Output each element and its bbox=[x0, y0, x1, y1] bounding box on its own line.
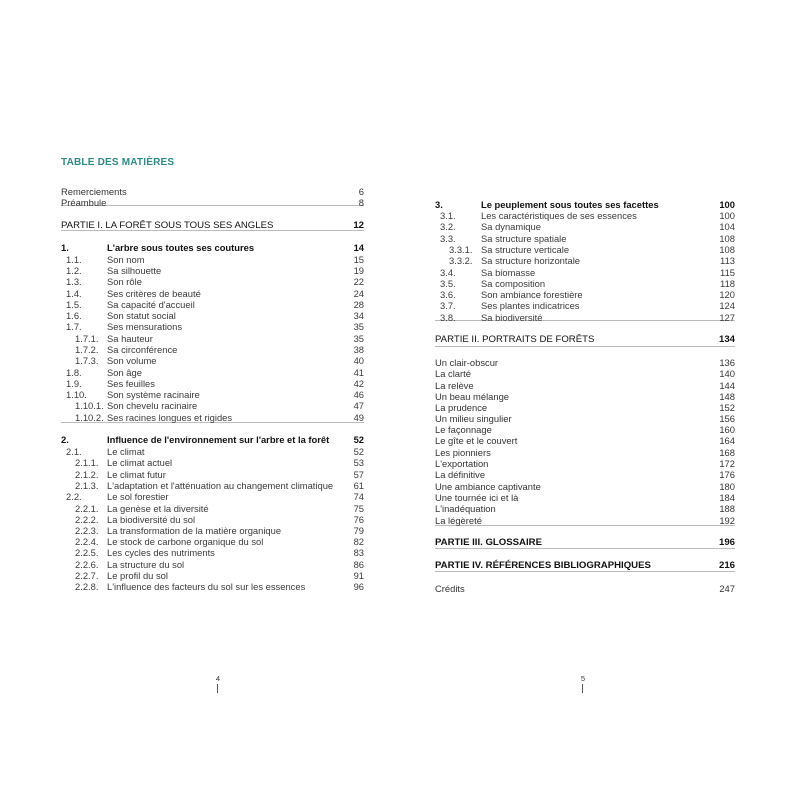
toc-entry-title: Sa composition bbox=[481, 278, 546, 289]
toc-entry-number: 3.7. bbox=[440, 300, 456, 311]
toc-entry-title: Les pionniers bbox=[435, 447, 491, 458]
toc-entry-page: 156 bbox=[719, 413, 735, 424]
toc-entry-number: 2.1.1. bbox=[75, 457, 99, 468]
toc-entry-page: 164 bbox=[719, 435, 735, 446]
left-folio-tick bbox=[217, 684, 218, 693]
toc-entry-page: 108 bbox=[719, 233, 735, 244]
toc-entry-title: Le climat bbox=[107, 446, 145, 457]
toc-entry-number: 1.1. bbox=[66, 254, 82, 265]
toc-entry-number: 1.4. bbox=[66, 288, 82, 299]
toc-entry-number: 3.3. bbox=[440, 233, 456, 244]
right-divider bbox=[435, 346, 735, 347]
toc-entry-page: 192 bbox=[719, 515, 735, 526]
toc-entry-page: 180 bbox=[719, 481, 735, 492]
toc-entry-page: 176 bbox=[719, 469, 735, 480]
toc-entry-number: 2.2.5. bbox=[75, 547, 99, 558]
toc-entry-page: 120 bbox=[719, 289, 735, 300]
toc-entry-number: 1.9. bbox=[66, 378, 82, 389]
toc-entry bbox=[61, 276, 364, 288]
toc-entry bbox=[435, 515, 735, 527]
toc-entry-number: 1.2. bbox=[66, 265, 82, 276]
toc-entry-title: L'adaptation et l'atténuation au changement climatique bbox=[107, 480, 334, 491]
toc-entry-title: Sa circonférence bbox=[107, 344, 178, 355]
toc-entry bbox=[61, 491, 364, 503]
toc-entry-number: 3. bbox=[435, 199, 443, 210]
toc-entry-page: 168 bbox=[719, 447, 735, 458]
toc-entry-number: 3.3.2. bbox=[449, 255, 473, 266]
toc-entry-number: 1.8. bbox=[66, 367, 82, 378]
toc-entry-page: 15 bbox=[353, 254, 364, 265]
toc-entry-title: Le peuplement sous toutes ses facettes bbox=[481, 199, 659, 210]
toc-entry-number: 2.1. bbox=[66, 446, 82, 457]
toc-entry-title: Le façonnage bbox=[435, 424, 492, 435]
toc-entry-title: Une tournée ici et là bbox=[435, 492, 519, 503]
toc-entry-number: 2.1.3. bbox=[75, 480, 99, 491]
toc-entry bbox=[61, 412, 364, 424]
toc-entry-number: 3.2. bbox=[440, 221, 456, 232]
toc-entry-number: 2.2. bbox=[66, 491, 82, 502]
toc-entry bbox=[61, 242, 364, 254]
toc-entry-title: L'exportation bbox=[435, 458, 489, 469]
toc-entry-title: PARTIE II. PORTRAITS DE FORÊTS bbox=[435, 334, 595, 345]
toc-entry-page: 19 bbox=[353, 265, 364, 276]
toc-entry-number: 2.2.1. bbox=[75, 503, 99, 514]
toc-entry-page: 100 bbox=[719, 210, 735, 221]
toc-entry-page: 104 bbox=[719, 221, 735, 232]
toc-entry-title: La prudence bbox=[435, 402, 488, 413]
toc-entry-page: 34 bbox=[353, 310, 364, 321]
toc-entry-title: Le climat actuel bbox=[107, 457, 173, 468]
toc-entry bbox=[435, 435, 735, 447]
toc-entry bbox=[435, 469, 735, 481]
toc-entry bbox=[61, 321, 364, 333]
toc-entry-page: 118 bbox=[720, 278, 735, 289]
toc-entry-title: Les caractéristiques de ses essences bbox=[481, 210, 637, 221]
toc-entry-number: 2.2.3. bbox=[75, 525, 99, 536]
toc-entry-number: 1. bbox=[61, 242, 69, 253]
toc-entry-title: Sa capacité d'accueil bbox=[107, 299, 195, 310]
toc-entry-number: 3.4. bbox=[440, 267, 456, 278]
toc-entry-title: Crédits bbox=[435, 583, 465, 594]
right-page bbox=[400, 0, 800, 800]
toc-entry-page: 91 bbox=[353, 570, 364, 581]
toc-entry-page: 75 bbox=[353, 503, 364, 514]
toc-entry-title: L'inadéquation bbox=[435, 503, 496, 514]
toc-entry-page: 14 bbox=[353, 242, 364, 253]
toc-entry bbox=[435, 334, 735, 346]
toc-entry-page: 35 bbox=[353, 333, 364, 344]
toc-entry-title: La clarté bbox=[435, 368, 471, 379]
toc-entry-title: Ses feuilles bbox=[107, 378, 155, 389]
toc-entry bbox=[435, 255, 735, 267]
toc-entry-title: Son nom bbox=[107, 254, 145, 265]
toc-entry-title: Un clair-obscur bbox=[435, 357, 499, 368]
toc-entry-title: Sa structure horizontale bbox=[481, 255, 581, 266]
toc-entry-page: 124 bbox=[719, 300, 735, 311]
toc-entry-number: 3.6. bbox=[440, 289, 456, 300]
toc-entry-title: Préambule bbox=[61, 197, 107, 208]
toc-entry bbox=[61, 434, 364, 446]
toc-entry-number: 1.5. bbox=[66, 299, 82, 310]
toc-entry-title: La relève bbox=[435, 380, 474, 391]
toc-entry-title: La définitive bbox=[435, 469, 486, 480]
toc-entry-page: 108 bbox=[719, 244, 735, 255]
toc-entry-number: 1.7.2. bbox=[75, 344, 99, 355]
toc-entry-title: PARTIE IV. RÉFÉRENCES BIBLIOGRAPHIQUES bbox=[435, 560, 651, 571]
toc-entry-number: 1.6. bbox=[66, 310, 82, 321]
toc-entry-number: 2. bbox=[61, 434, 69, 445]
toc-entry-title: Son âge bbox=[107, 367, 142, 378]
toc-entry-page: 28 bbox=[353, 299, 364, 310]
toc-entry-page: 247 bbox=[719, 583, 735, 594]
toc-entry-page: 115 bbox=[720, 267, 735, 278]
toc-entry-title: Son chevelu racinaire bbox=[107, 400, 198, 411]
toc-entry bbox=[61, 355, 364, 367]
toc-entry-page: 22 bbox=[353, 276, 364, 287]
toc-entry-page: 140 bbox=[719, 368, 735, 379]
toc-entry-page: 41 bbox=[353, 367, 364, 378]
toc-entry bbox=[435, 312, 735, 324]
toc-entry-number: 2.2.2. bbox=[75, 514, 99, 525]
toc-entry-number: 3.3.1. bbox=[449, 244, 473, 255]
toc-entry bbox=[435, 300, 735, 312]
toc-entry-title: Son ambiance forestière bbox=[481, 289, 583, 300]
toc-entry-title: Remerciements bbox=[61, 186, 127, 197]
toc-entry-title: Sa dynamique bbox=[481, 221, 541, 232]
toc-entry bbox=[435, 560, 735, 572]
toc-entry bbox=[61, 220, 364, 232]
toc-entry-number: 2.2.7. bbox=[75, 570, 99, 581]
toc-entry-page: 52 bbox=[353, 434, 364, 445]
toc-entry-page: 79 bbox=[353, 525, 364, 536]
toc-entry-page: 76 bbox=[353, 514, 364, 525]
toc-entry-page: 100 bbox=[719, 199, 735, 210]
toc-entry-title: La genèse et la diversité bbox=[107, 503, 209, 514]
toc-entry-title: Un beau mélange bbox=[435, 391, 510, 402]
toc-entry bbox=[435, 537, 735, 549]
toc-entry-page: 134 bbox=[718, 334, 735, 345]
toc-entry-page: 49 bbox=[353, 412, 364, 423]
toc-entry-page: 148 bbox=[719, 391, 735, 402]
toc-entry-title: Son statut social bbox=[107, 310, 176, 321]
toc-entry-title: Ses plantes indicatrices bbox=[481, 300, 580, 311]
toc-title: TABLE DES MATIÈRES bbox=[61, 157, 175, 168]
toc-entry-page: 35 bbox=[353, 321, 364, 332]
toc-entry-title: Influence de l'environnement sur l'arbre et la forêt bbox=[107, 434, 330, 445]
toc-entry-number: 1.3. bbox=[66, 276, 82, 287]
toc-entry bbox=[435, 368, 735, 380]
toc-entry bbox=[61, 457, 364, 469]
toc-entry-title: La transformation de la matière organique bbox=[107, 525, 282, 536]
toc-entry-page: 152 bbox=[719, 402, 735, 413]
toc-entry-number: 1.7.1. bbox=[75, 333, 99, 344]
toc-entry-page: 136 bbox=[719, 357, 735, 368]
toc-entry bbox=[435, 221, 735, 233]
toc-entry-title: L'influence des facteurs du sol sur les essences bbox=[107, 581, 306, 592]
right-folio-tick bbox=[582, 684, 583, 693]
toc-entry-page: 46 bbox=[353, 389, 364, 400]
toc-entry-number: 2.1.2. bbox=[75, 469, 99, 480]
toc-entry-page: 40 bbox=[353, 355, 364, 366]
left-page-number: 4 bbox=[215, 674, 221, 683]
toc-entry bbox=[61, 547, 364, 559]
toc-entry-title: Le climat futur bbox=[107, 469, 166, 480]
toc-entry-page: 113 bbox=[720, 255, 735, 266]
toc-entry-number: 1.7.3. bbox=[75, 355, 99, 366]
toc-entry-title: Le sol forestier bbox=[107, 491, 169, 502]
toc-entry-page: 38 bbox=[353, 344, 364, 355]
toc-entry bbox=[61, 581, 364, 593]
toc-entry-page: 172 bbox=[719, 458, 735, 469]
toc-entry-page: 83 bbox=[353, 547, 364, 558]
toc-entry-number: 1.10. bbox=[66, 389, 87, 400]
toc-entry-page: 52 bbox=[353, 446, 364, 457]
right-page-number: 5 bbox=[580, 674, 586, 683]
toc-entry-page: 188 bbox=[719, 503, 735, 514]
toc-entry-number: 2.2.6. bbox=[75, 559, 99, 570]
toc-entry-title: La structure du sol bbox=[107, 559, 185, 570]
toc-entry-title: La légèreté bbox=[435, 515, 482, 526]
toc-entry-title: Son système racinaire bbox=[107, 389, 200, 400]
toc-entry-page: 86 bbox=[353, 559, 364, 570]
toc-entry bbox=[435, 583, 735, 595]
toc-entry-page: 96 bbox=[353, 581, 364, 592]
toc-entry-title: Ses mensurations bbox=[107, 321, 183, 332]
toc-entry-page: 8 bbox=[358, 197, 364, 208]
toc-entry-page: 61 bbox=[353, 480, 364, 491]
toc-entry-page: 12 bbox=[353, 220, 364, 231]
toc-entry-title: Sa structure spatiale bbox=[481, 233, 567, 244]
toc-entry-title: Son volume bbox=[107, 355, 157, 366]
toc-entry-title: PARTIE III. GLOSSAIRE bbox=[435, 537, 542, 548]
toc-entry bbox=[61, 197, 364, 209]
toc-entry-title: Le gîte et le couvert bbox=[435, 435, 518, 446]
toc-entry-number: 2.2.8. bbox=[75, 581, 99, 592]
toc-entry-page: 216 bbox=[718, 560, 735, 571]
toc-entry-title: Ses critères de beauté bbox=[107, 288, 201, 299]
toc-entry-page: 42 bbox=[353, 378, 364, 389]
toc-entry-number: 3.8. bbox=[440, 312, 456, 323]
toc-entry-title: Sa biomasse bbox=[481, 267, 536, 278]
toc-entry-title: L'arbre sous toutes ses coutures bbox=[107, 242, 255, 253]
toc-entry-number: 3.5. bbox=[440, 278, 456, 289]
toc-entry-title: PARTIE I. LA FORÊT SOUS TOUS SES ANGLES bbox=[61, 220, 274, 231]
toc-entry-page: 47 bbox=[353, 400, 364, 411]
toc-entry bbox=[435, 503, 735, 515]
toc-entry bbox=[61, 400, 364, 412]
toc-entry-title: Sa structure verticale bbox=[481, 244, 570, 255]
toc-entry-page: 184 bbox=[719, 492, 735, 503]
toc-entry-page: 6 bbox=[358, 186, 364, 197]
toc-entry-number: 1.10.2. bbox=[75, 412, 104, 423]
toc-entry-number: 1.7. bbox=[66, 321, 82, 332]
toc-entry-page: 53 bbox=[353, 457, 364, 468]
toc-entry-title: Un milieu singulier bbox=[435, 413, 512, 424]
toc-entry-page: 24 bbox=[353, 288, 364, 299]
toc-entry-title: Le stock de carbone organique du sol bbox=[107, 536, 264, 547]
toc-entry-page: 74 bbox=[353, 491, 364, 502]
toc-entry-number: 2.2.4. bbox=[75, 536, 99, 547]
toc-entry-title: La biodiversité du sol bbox=[107, 514, 196, 525]
toc-entry-page: 82 bbox=[353, 536, 364, 547]
toc-entry-number: 3.1. bbox=[440, 210, 456, 221]
toc-entry-title: Ses racines longues et rigides bbox=[107, 412, 233, 423]
toc-entry-page: 160 bbox=[719, 424, 735, 435]
toc-entry-number: 1.10.1. bbox=[75, 400, 104, 411]
toc-entry-title: Sa silhouette bbox=[107, 265, 162, 276]
toc-entry-title: Sa hauteur bbox=[107, 333, 153, 344]
toc-entry-title: Sa biodiversité bbox=[481, 312, 543, 323]
toc-entry-page: 127 bbox=[719, 312, 735, 323]
toc-entry-page: 144 bbox=[719, 380, 735, 391]
toc-entry-title: Les cycles des nutriments bbox=[107, 547, 215, 558]
toc-entry-page: 196 bbox=[718, 537, 735, 548]
toc-entry-title: Son rôle bbox=[107, 276, 142, 287]
toc-entry-page: 57 bbox=[353, 469, 364, 480]
toc-entry-title: Le profil du sol bbox=[107, 570, 168, 581]
toc-entry-title: Une ambiance captivante bbox=[435, 481, 541, 492]
